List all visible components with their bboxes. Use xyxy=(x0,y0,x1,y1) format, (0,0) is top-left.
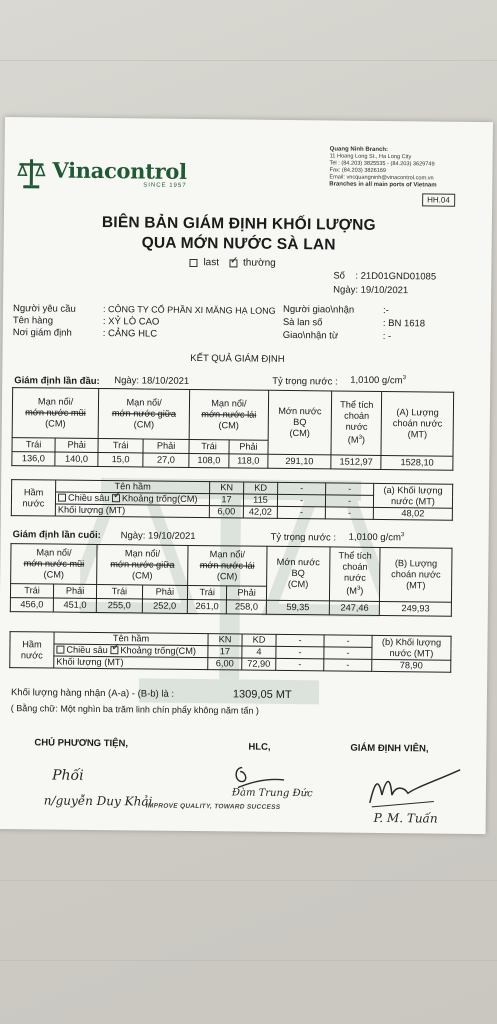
first-density-label: Tỷ trọng nước : xyxy=(272,375,338,388)
sub-header: Phải xyxy=(55,438,98,452)
water-result-label: (a) Khối lượng nước (MT) xyxy=(373,483,452,508)
water-result: 78,90 xyxy=(372,659,451,672)
weight-label: Khối lượng (MT) xyxy=(54,656,208,670)
dash-cell: - xyxy=(325,495,373,508)
floor-line xyxy=(0,60,497,61)
branch-line: Fax: (84.203) 3826169 xyxy=(329,167,387,174)
last-label: last xyxy=(203,257,220,269)
hlc-signature-mark xyxy=(224,759,294,806)
sub-header: Trái xyxy=(98,438,143,452)
value-cell: 15,0 xyxy=(98,452,143,466)
volume-header: Thể tích choán nước $(M^3)$ xyxy=(330,547,381,602)
branch-line: Email: vncquangninh@vinacontrol.com.vn xyxy=(329,174,434,182)
mid-header: Mạn nổi/ mớn nước giữa (CM) xyxy=(98,388,189,439)
value-cell: 27,0 xyxy=(143,453,189,467)
first-hold-table xyxy=(11,479,453,521)
displacement-header: (B) Lượng choán nước (MT) xyxy=(380,547,452,602)
value-cell: 456,0 xyxy=(10,598,53,612)
inspector-signature-mark xyxy=(364,765,464,812)
owner-signature: Phối xyxy=(52,767,84,784)
kn-weight: 6,00 xyxy=(208,658,242,670)
last-hold-table xyxy=(9,631,451,673)
total-value: 1309,05 MT xyxy=(232,688,292,702)
from-label: Giao\nhận từ xyxy=(282,329,339,342)
hold-label: Hầm nước xyxy=(10,632,54,668)
value-cell: 140,0 xyxy=(55,452,98,466)
kd-header: KD xyxy=(242,634,276,646)
measure-type: Chiều sâu ✓ Khoảng trống(CM) xyxy=(55,492,209,506)
sub-header: Trái xyxy=(10,584,53,598)
value-cell: 118,0 xyxy=(229,454,268,468)
result-heading: KẾT QUẢ GIÁM ĐỊNH xyxy=(190,352,285,365)
dash-cell: - xyxy=(278,482,326,495)
value-cell: 258,0 xyxy=(227,600,267,614)
dash-cell: - xyxy=(324,635,372,648)
so-label: Số xyxy=(333,270,346,282)
sub-header: Phải xyxy=(143,439,189,453)
last-label: Giám định lần cuối: xyxy=(12,529,101,542)
kd-value: 115 xyxy=(243,494,277,506)
stern-header: Mạn nổi/ mớn nước lái (CM) xyxy=(188,545,267,586)
dash-cell: - xyxy=(276,634,324,647)
inspector-name: P. M. Tuấn xyxy=(373,810,438,826)
sub-header: Phải xyxy=(142,585,188,599)
slogan: IMPROVE QUALITY, TOWARD SUCCESS xyxy=(145,802,281,811)
barge-value: : BN 1618 xyxy=(382,317,426,330)
dash-cell: - xyxy=(276,646,324,659)
dash-cell: - xyxy=(276,658,324,671)
sub-header: Trái xyxy=(189,439,229,453)
floor-line xyxy=(0,880,497,881)
kn-header: KN xyxy=(210,482,244,494)
floor-line xyxy=(0,960,497,961)
report-date: Ngày: 19/10/2021 xyxy=(333,284,409,297)
requester-value: : CÔNG TY CỔ PHẦN XI MĂNG HẠ LONG xyxy=(102,304,276,316)
first-draft-table xyxy=(11,387,454,471)
total-line: Khối lượng hàng nhận (A-a) - (B-b) là : xyxy=(10,687,175,700)
balance-scale-icon xyxy=(16,157,46,189)
sub-header: Trái xyxy=(187,585,227,599)
kd-weight: 72,90 xyxy=(242,658,276,670)
hlc-name: Đàm Trung Đức xyxy=(231,787,313,800)
value-cell: 252,0 xyxy=(142,599,188,613)
branch-line: Quang Ninh Branch: xyxy=(329,146,389,154)
last-density-label: Tỷ trọng nước : xyxy=(270,531,337,544)
goods-value: : XỶ LÒ CAO xyxy=(102,316,160,328)
value-cell: 261,0 xyxy=(187,599,227,613)
first-density: 1,0100 $g/cm^3$ xyxy=(350,374,406,387)
value-cell: 247,46 xyxy=(329,601,379,616)
weight-label: Khối lượng (MT) xyxy=(55,504,209,518)
kn-header: KN xyxy=(208,634,242,646)
first-date: Ngày: 18/10/2021 xyxy=(114,375,190,387)
measure-type: Chiều sâu ✓ Khoảng trống(CM) xyxy=(54,644,208,658)
sub-header: Trái xyxy=(97,584,143,598)
kd-header: KD xyxy=(244,482,278,494)
bow-header: Mạn nổi/ mớn nước mũi (CM) xyxy=(12,388,99,439)
thuong-checkbox xyxy=(229,259,237,267)
kd-value: 4 xyxy=(242,646,276,658)
dash-cell: - xyxy=(277,506,325,519)
branch-line: Tel : (84.203) 3825535 - (84.203) 3629749 xyxy=(329,160,435,168)
mean-draft-header: Mớn nước BQ (CM) xyxy=(266,546,330,601)
water-result: 48,02 xyxy=(373,507,452,520)
stern-header: Mạn nổi/ mớn nước lái (CM) xyxy=(189,389,268,440)
last-density: 1,0100 $g/cm^3$ xyxy=(348,531,405,544)
goods-label: Tên hàng xyxy=(12,315,54,327)
owner-title: CHỦ PHƯƠNG TIỆN, xyxy=(34,737,129,750)
mid-header: Mạn nổi/ mớn nước giữa (CM) xyxy=(97,544,188,585)
value-cell: 59,35 xyxy=(266,600,330,615)
value-cell: 1528,10 xyxy=(381,455,453,470)
sub-header: Phải xyxy=(227,586,267,600)
document-title-2: QUA MỚN NƯỚC SÀ LAN xyxy=(141,234,336,254)
value-cell: 249,93 xyxy=(380,601,452,616)
branch-line: Branches in all main ports of Vietnam xyxy=(329,181,437,189)
hold-name-header: Tên hầm xyxy=(54,632,208,646)
water-result-label: (b) Khối lượng nước (MT) xyxy=(372,635,451,660)
thuong-label: thường xyxy=(242,257,276,269)
last-draft-table xyxy=(10,543,453,617)
mean-draft-header: Mớn nước BQ (CM) xyxy=(268,390,332,455)
total-words: ( Bằng chữ: Một nghìn ba trăm linh chín phẩy không năm tấn ) xyxy=(10,703,260,716)
value-cell: 291,10 xyxy=(268,454,332,469)
sub-header: Trái xyxy=(12,438,55,452)
displacement-header: (A) Lượng choán nước (MT) xyxy=(381,391,453,456)
logo-since: SINCE 1957 xyxy=(143,182,187,189)
bow-header: Mạn nổi/ mớn nước mũi (CM) xyxy=(11,544,98,585)
owner-name: n/guyễn Duy Khải xyxy=(43,793,153,809)
form-code: HH.04 xyxy=(422,193,455,206)
sub-header: Phải xyxy=(54,584,97,598)
branch-line: 11 Hoang Long St., Ha Long City xyxy=(329,153,412,161)
sub-header: Phải xyxy=(229,440,268,454)
document-title-1: BIÊN BẢN GIÁM ĐỊNH KHỐI LƯỢNG xyxy=(101,214,376,234)
kn-value: 17 xyxy=(209,494,243,506)
type-options xyxy=(189,257,275,269)
so-value: : 21D01GND01085 xyxy=(355,270,437,283)
volume-header: Thể tích choán nước $(M^3)$ xyxy=(331,391,382,456)
value-cell: 1512,97 xyxy=(331,455,381,470)
dash-cell: - xyxy=(324,647,372,660)
last-checkbox xyxy=(189,258,197,266)
kn-weight: 6,00 xyxy=(209,506,243,518)
kn-value: 17 xyxy=(208,646,242,658)
dash-cell: - xyxy=(326,483,374,496)
branch-info xyxy=(329,146,437,189)
hlc-title: HLC, xyxy=(248,741,271,753)
dash-cell: - xyxy=(277,494,325,507)
value-cell: 136,0 xyxy=(12,452,55,466)
from-value: : - xyxy=(382,330,392,343)
place-value: : CẢNG HLC xyxy=(102,328,158,340)
inspector-title: GIÁM ĐỊNH VIÊN, xyxy=(350,742,429,755)
place-label: Nơi giám định xyxy=(12,327,72,339)
deliverer-value: :- xyxy=(382,304,389,317)
inspection-document xyxy=(0,117,493,834)
dash-cell: - xyxy=(324,659,372,672)
vinacontrol-logo xyxy=(16,157,187,191)
hold-name-header: Tên hầm xyxy=(56,480,210,494)
deliverer-label: Người giao\nhận xyxy=(282,303,355,316)
requester-label: Người yêu cầu xyxy=(12,303,76,315)
kd-weight: 42,02 xyxy=(243,506,277,518)
value-cell: 255,0 xyxy=(96,598,142,612)
value-cell: 108,0 xyxy=(189,453,229,467)
last-date: Ngày: 19/10/2021 xyxy=(120,530,196,543)
hold-label: Hầm nước xyxy=(11,480,55,516)
logo-name: Vinacontrol xyxy=(52,157,187,184)
first-label: Giám định lần đầu: xyxy=(14,375,100,388)
value-cell: 451,0 xyxy=(53,598,96,612)
dash-cell: - xyxy=(325,507,373,520)
barge-label: Sà lan số xyxy=(282,316,323,329)
